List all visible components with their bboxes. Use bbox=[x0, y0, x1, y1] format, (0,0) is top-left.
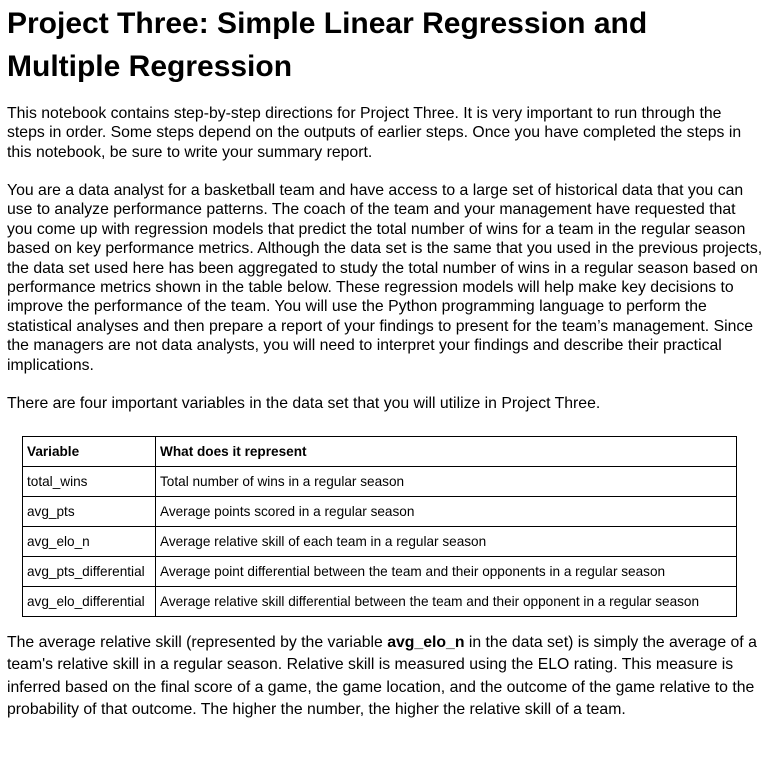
variable-name-cell: avg_elo_n bbox=[23, 527, 156, 557]
variable-description-cell: Total number of wins in a regular season bbox=[156, 467, 737, 497]
variables-intro-paragraph: There are four important variables in the data set that you will utilize in Project Three. bbox=[7, 395, 601, 412]
table-row bbox=[23, 557, 737, 587]
column-header-description: What does it represent bbox=[156, 437, 737, 467]
scenario-paragraph: You are a data analyst for a basketball team and have access to a large set of historical data that you can use to analyze performance patterns. The coach of the team and your management have requested that you come up with regression models that predict the total number of wins for a team in the regular season based on key performance metrics. Although the data set is the same that you used in the previous projects, the data set used here has been aggregated to study the total number of wins in a regular season based on performance metrics shown in the table below. These regression models will help make key decisions to improve the performance of the team. You will use the Python programming language to perform the statistical analyses and then prepare a report of your findings to present for the team’s management. Since the managers are not data analysts, you will need to interpret your findings and describe their practical implications. bbox=[7, 182, 763, 374]
variable-description-cell: Average relative skill of each team in a regular season bbox=[156, 527, 737, 557]
table-row bbox=[23, 527, 737, 557]
elo-text-before: The average relative skill (represented by the variable bbox=[7, 634, 388, 651]
variable-description-cell: Average point differential between the team and their opponents in a regular season bbox=[156, 557, 737, 587]
elo-variable-emphasis: avg_elo_n bbox=[387, 634, 465, 651]
variable-name-cell: avg_elo_differential bbox=[23, 587, 156, 617]
variable-name-cell: avg_pts_differential bbox=[23, 557, 156, 587]
variable-name-cell: avg_pts bbox=[23, 497, 156, 527]
intro-paragraph: This notebook contains step-by-step directions for Project Three. It is very important to run through the steps in order. Some steps depend on the outputs of earlier steps. Once you have completed the steps in this notebook, be sure to write your summary report. bbox=[7, 105, 742, 161]
elo-explanation-paragraph bbox=[7, 632, 763, 722]
table-row bbox=[23, 467, 737, 497]
table-header-row bbox=[23, 437, 737, 467]
elo-text-after: in the data set) is simply the average of a team's relative skill in a regular season. Relative skill is measured using the ELO rating. This measure is inferred based on the final score of a game, the game location, and the outcome of the game relative to the probability of that outcome. The higher the number, the higher the relative skill of a team. bbox=[7, 634, 757, 719]
table-row bbox=[23, 497, 737, 527]
page-title: Project Three: Simple Linear Regression and Multiple Regression bbox=[7, 7, 648, 83]
variable-description-cell: Average points scored in a regular season bbox=[156, 497, 737, 527]
table-row bbox=[23, 587, 737, 617]
variable-name-cell: total_wins bbox=[23, 467, 156, 497]
column-header-variable: Variable bbox=[23, 437, 156, 467]
variables-table bbox=[22, 436, 737, 617]
variable-description-cell: Average relative skill differential between the team and their opponent in a regular season bbox=[156, 587, 737, 617]
